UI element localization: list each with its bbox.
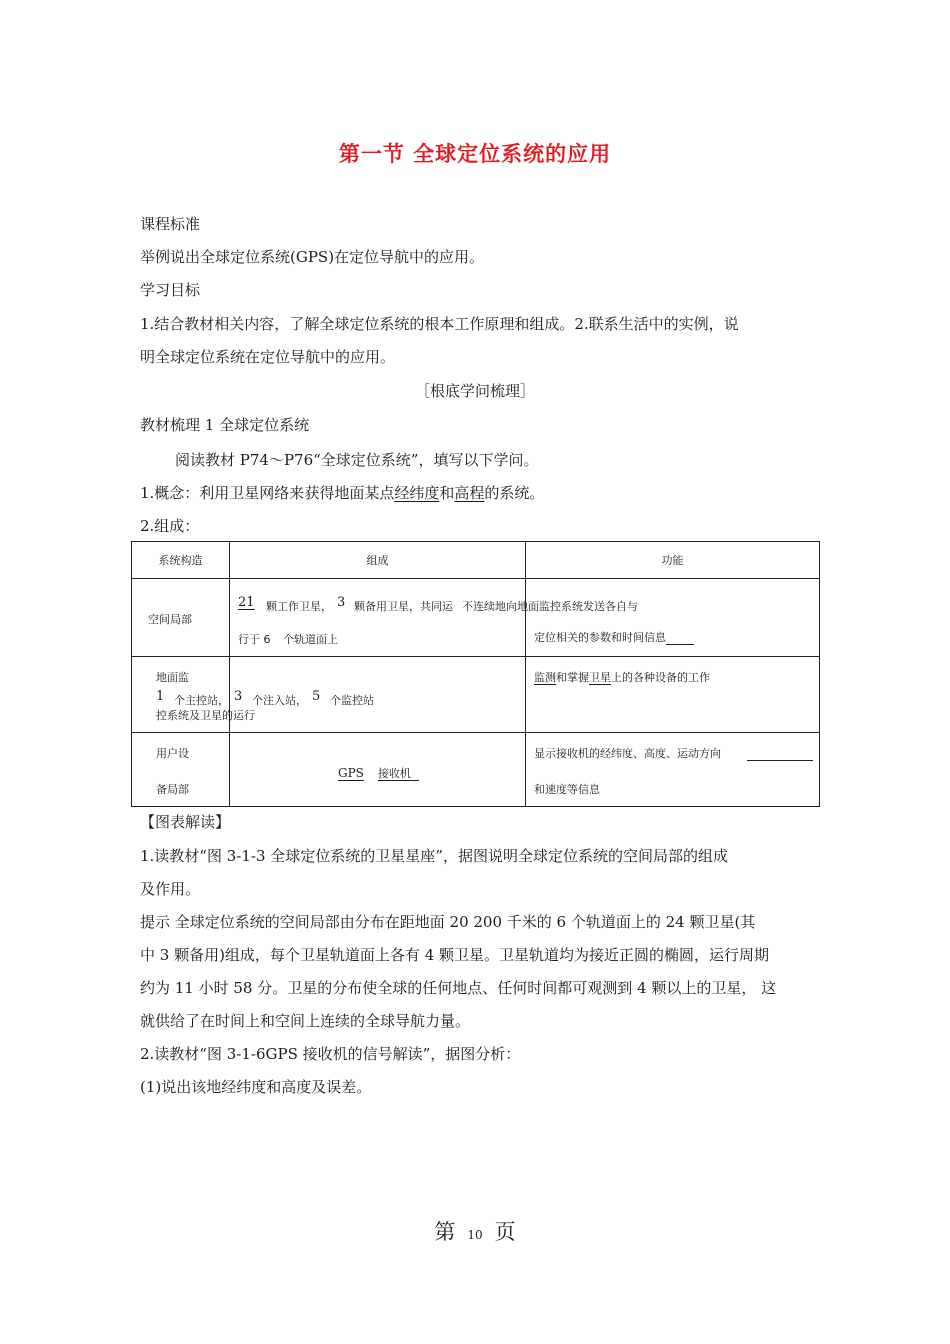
- composition-table: [131, 541, 820, 807]
- table-row-user: [132, 733, 820, 807]
- space-working-count: 21: [238, 595, 255, 610]
- answer1-line1: 提示 全球定位系统的空间局部由分布在距地面 20 200 千米的 6 个轨道面上的 24 颗卫星(其: [140, 913, 756, 931]
- question1-line2: 及作用。: [140, 880, 201, 898]
- user-name-1: 用户设: [156, 747, 189, 760]
- user-composition: GPS 接收机: [338, 765, 419, 781]
- question2: 2.读教材“图 3-1-6GPS 接收机的信号解读”，据图分析：: [140, 1045, 521, 1063]
- header-structure: 系统构造: [132, 542, 230, 579]
- learning-goals-heading: 学习目标: [140, 281, 201, 299]
- ground-monitor-count: 5: [312, 689, 321, 704]
- footer-prefix: 第: [434, 1220, 456, 1244]
- space-name: 空间局部: [148, 613, 192, 626]
- page-number: 10: [467, 1228, 483, 1242]
- concept-blank-elevation: 高程: [454, 484, 485, 502]
- ground-master-text: 个主控站，: [174, 694, 229, 707]
- answer1-line4: 就供给了在时间上和空间上连续的全球导航力量。: [140, 1012, 471, 1030]
- user-name-2: 备局部: [156, 783, 189, 796]
- table-row-ground: [132, 657, 820, 733]
- ground-function-cell: [526, 657, 820, 733]
- user-name-cell: [132, 733, 230, 807]
- answer1-line3: 约为 11 小时 58 分。卫星的分布使全球的任何地点、任何时间都可观测到 4 颗以上的卫星， 这: [140, 979, 777, 997]
- learning-goals-line2: 明全球定位系统在定位导航中的应用。: [140, 348, 396, 366]
- space-continuous-text: 不连续地向地面监控系统发送各自与: [462, 600, 638, 613]
- header-function: 功能: [526, 542, 820, 579]
- answer1-line2: 中 3 颗备用)组成，每个卫星轨道面上各有 4 颗卫星。卫星轨道均为接近正圆的椭圆，运行周期: [140, 946, 770, 964]
- header-composition: 组成: [230, 542, 526, 579]
- ground-function: 监测和掌握卫星上的各种设备的工作: [534, 671, 710, 684]
- section-heading: ［根底学问梳理］: [414, 382, 535, 400]
- sorting-intro: 阅读教材 P74～P76“全球定位系统”，填写以下学问。: [175, 451, 539, 469]
- space-function: 定位相关的参数和时间信息: [534, 629, 694, 645]
- composition-label: 2.组成：: [140, 517, 200, 535]
- question2-part1: (1)说出该地经纬度和高度及误差。: [140, 1078, 372, 1096]
- user-composition-cell: [230, 733, 526, 807]
- concept-prefix: 1.概念：利用卫星网络来获得地面某点: [140, 484, 395, 502]
- page-footer: [0, 1216, 950, 1246]
- concept-blank-latlng: 经纬度: [394, 484, 440, 502]
- table-row-space: [132, 579, 820, 657]
- chart-reading-heading: 【图表解读】: [140, 813, 231, 831]
- question1-line1: 1.读教材“图 3-1-3 全球定位系统的卫星星座”，据图说明全球定位系统的空间局部的组成: [140, 847, 728, 865]
- page-title: 第一节 全球定位系统的应用: [338, 142, 612, 166]
- ground-master-count: 1: [156, 689, 165, 704]
- space-name-cell: [132, 579, 230, 657]
- ground-name-1: 地面监: [156, 671, 189, 684]
- sorting-heading: 教材梳理 1 全球定位系统: [140, 416, 310, 434]
- space-backup-count: 3: [337, 595, 346, 610]
- space-working-text: 颗工作卫星，: [266, 600, 332, 613]
- concept-mid: 和: [439, 484, 455, 502]
- space-backup-text: 颗备用卫星，共同运: [354, 600, 453, 613]
- space-orbit-suffix: 个轨道面上: [283, 633, 338, 646]
- ground-injection-count: 3: [234, 689, 243, 704]
- space-orbit-prefix: 行于 6: [238, 633, 271, 646]
- user-function-line2: 和速度等信息: [534, 783, 600, 796]
- concept-suffix: 的系统。: [484, 484, 545, 502]
- concept-line: [140, 482, 544, 503]
- table-header-row: [132, 542, 820, 579]
- ground-injection-text: 个注入站，: [252, 694, 307, 707]
- curriculum-standard-heading: 课程标准: [140, 215, 201, 233]
- user-function-line1: 显示接收机的经纬度、高度、运动方向: [534, 745, 813, 761]
- footer-suffix: 页: [494, 1220, 516, 1244]
- ground-monitor-text: 个监控站: [330, 694, 374, 707]
- space-function-cell: [526, 579, 820, 657]
- ground-name-2: 控系统及卫星的运行: [156, 709, 255, 722]
- user-function-cell: [526, 733, 820, 807]
- learning-goals-line1: 1.结合教材相关内容，了解全球定位系统的根本工作原理和组成。2.联系生活中的实例，说: [140, 315, 739, 333]
- curriculum-standard-text: 举例说出全球定位系统(GPS)在定位导航中的应用。: [140, 248, 485, 266]
